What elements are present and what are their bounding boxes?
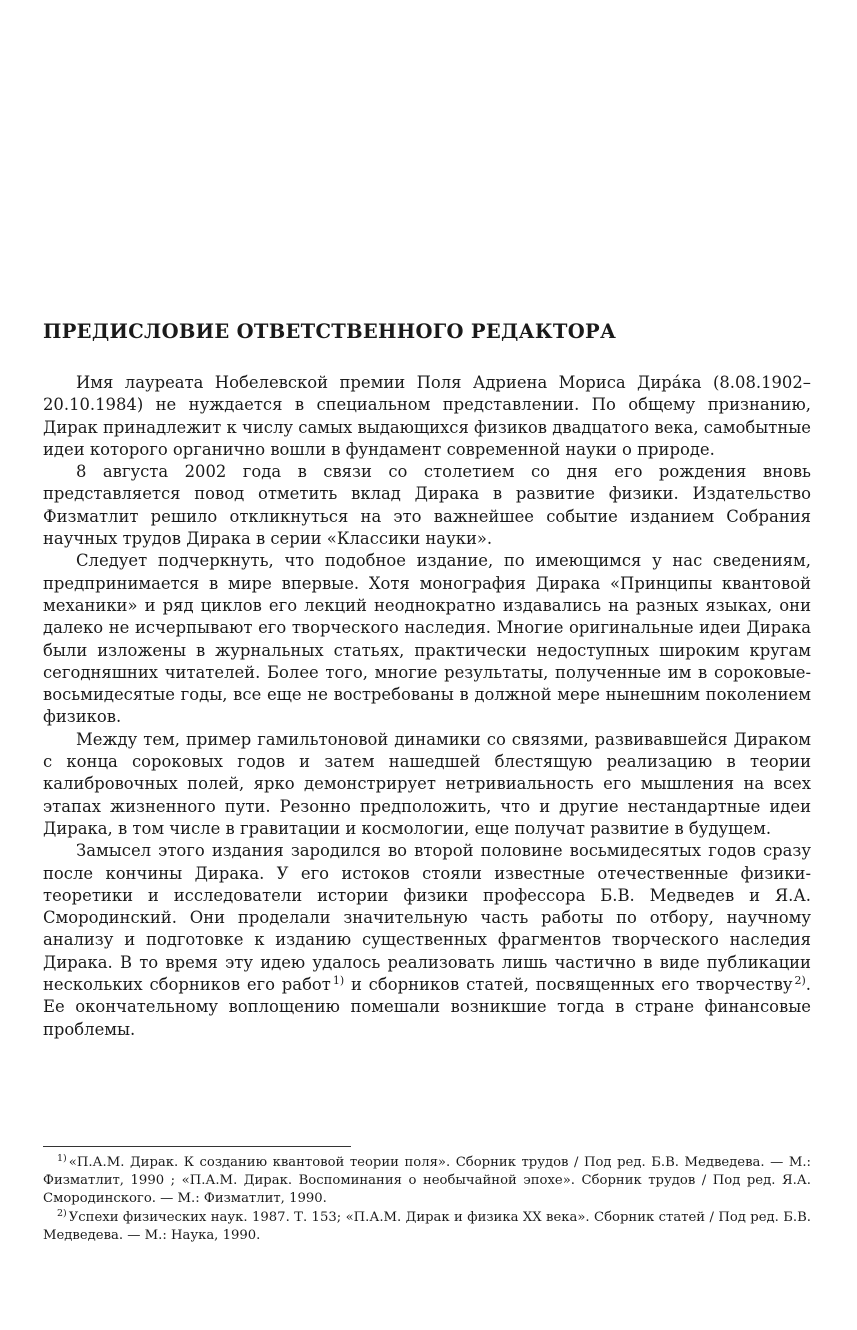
paragraph-1: Имя лауреата Нобелевской премии Поля Адриена Мориса Дира́ка (8.08.1902–20.10.1984) не нуждается в специальном представлении. По общему признанию, Дирак принадлежит к числу самых выдающихся физиков двадцатого века, самобытные идеи которого органично вошли в фундамент современной науки о природе. bbox=[43, 373, 811, 459]
footnote-1-mark: 1) bbox=[57, 1153, 67, 1164]
paragraph-3: Следует подчеркнуть, что подобное издание, по имеющимся у нас сведениям, предпринимается в мире впервые. Хотя монография Дирака «Принципы квантовой механики» и ряд циклов его лекций неоднократно издавались на разных языках, они далеко не исчерпывают его творческого наследия. Многие оригинальные идеи Дирака были изложены в журнальных статьях, практически недоступных широким кругам сегодняшних читателей. Более того, многие результаты, полученные им в сороковые-восьмидесятые годы, все еще не востребованы в должной мере нынешним поколением физиков. bbox=[43, 551, 811, 727]
document-page bbox=[43, 0, 811, 1330]
footnote-divider bbox=[43, 1146, 351, 1147]
paragraph-5-part-c: . Ее окончательному воплощению помешали возникшие тогда в стране финансовые проблемы. bbox=[43, 975, 811, 1039]
footnote-ref-2[interactable]: 2) bbox=[794, 974, 806, 988]
preface-body bbox=[43, 372, 811, 1041]
footnote-2 bbox=[43, 1209, 811, 1245]
footnotes bbox=[43, 1154, 811, 1245]
paragraph-5-part-b: и сборников статей, посвященных его творчеству bbox=[344, 975, 793, 995]
footnote-2-mark: 2) bbox=[57, 1207, 67, 1219]
footnote-1-text: «П.А.М. Дирак. К созданию квантовой теории поля». Сборник трудов / Под ред. Б.В. Медведева. — М.: Физматлит, 1990 ; «П.А.М. Дирак. Воспоминания о необычайной эпохе». Сборник трудов / Под ред. Я.А. Смородинского. — М.: Физматлит, 1990. bbox=[43, 1155, 811, 1207]
page-title: ПРЕДИСЛОВИЕ ОТВЕТСТВЕННОГО РЕДАКТОРА bbox=[43, 320, 617, 343]
footnote-1 bbox=[43, 1154, 811, 1209]
footnote-2-text: Успехи физических наук. 1987. Т. 153; «П.А.М. Дирак и физика XX века». Сборник статей / Под ред. Б.В. Медведева. — М.: Наука, 1990. bbox=[43, 1209, 811, 1243]
paragraph-5-part-a: Замысел этого издания зародился во второй половине восьмидесятых годов сразу после кончины Дирака. У его истоков стояли известные отечественные физики-теоретики и исследователи истории физики профессора Б.В. Медведев и Я.А. Смородинский. Они проделали значительную часть работы по отбору, научному анализу и подготовке к изданию существенных фрагментов творческого наследия Дирака. В то время эту идею удалось реализовать лишь частично в виде публикации нескольких сборников его работ bbox=[43, 841, 811, 995]
paragraph-2: 8 августа 2002 года в связи со столетием со дня его рождения вновь представляется повод отметить вклад Дирака в развитие физики. Издательство Физматлит решило откликнуться на это важнейшее событие изданием Собрания научных трудов Дирака в серии «Классики науки». bbox=[43, 462, 811, 549]
paragraph-5 bbox=[43, 840, 811, 1041]
paragraph-4: Между тем, пример гамильтоновой динамики со связями, развивавшейся Дираком с конца сороковых годов и затем нашедшей блестящую реализацию в теории калибровочных полей, ярко демонстрирует нетривиальность его мышления на всех этапах жизненного пути. Резонно предположить, что и другие нестандартные идеи Дирака, в том числе в гравитации и космологии, еще получат развитие в будущем. bbox=[43, 729, 811, 838]
footnote-ref-1[interactable]: 1) bbox=[332, 974, 345, 988]
